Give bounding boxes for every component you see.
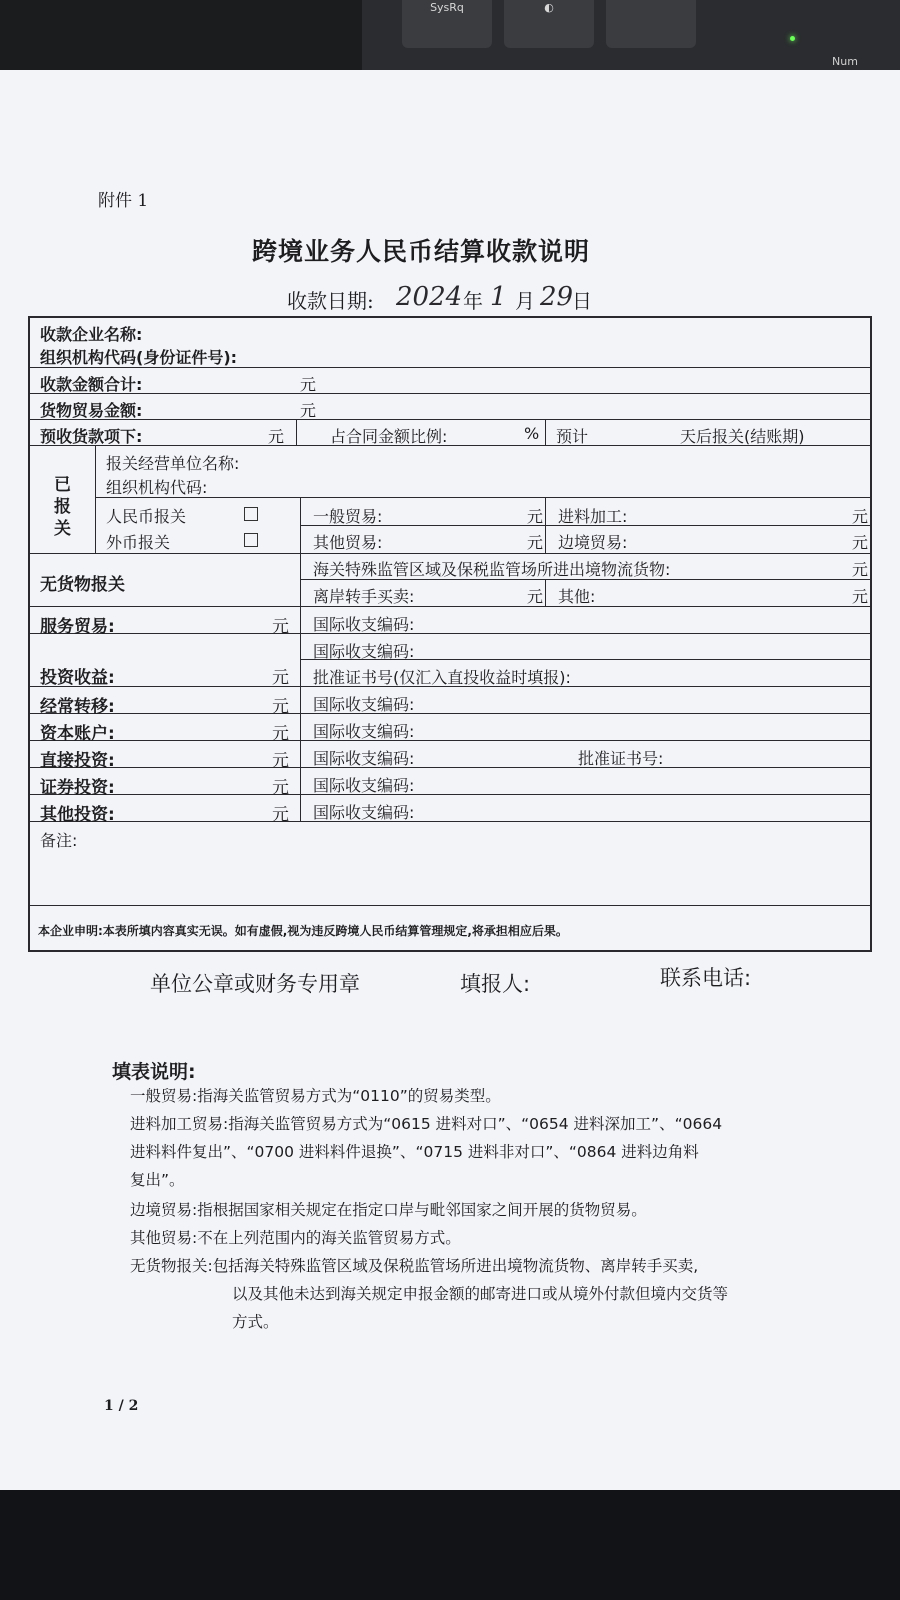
bop-code-label: 国际收支编码:: [313, 615, 415, 634]
org-code-label: 组织机构代码(身份证件号):: [40, 348, 238, 367]
contract-ratio-label: 占合同金额比例:: [330, 427, 448, 446]
service-trade-label: 服务贸易:: [40, 617, 115, 637]
customs-org-code-label: 组织机构代码:: [106, 478, 208, 497]
yuan-unit: 元: [852, 533, 869, 552]
row-rule: [28, 553, 872, 554]
rmb-declare-checkbox[interactable]: [244, 507, 258, 521]
yuan-unit: 元: [272, 751, 289, 771]
no-goods-label: 无货物报关: [40, 575, 125, 595]
phone-label: 联系电话:: [660, 966, 752, 990]
column-rule: [545, 419, 546, 445]
yuan-unit: 元: [527, 507, 544, 526]
instruction-line: 一般贸易:指海关监管贸易方式为“0110”的贸易类型。: [130, 1087, 501, 1105]
column-rule: [296, 419, 297, 445]
row-rule: [28, 905, 872, 906]
yuan-unit: 元: [300, 401, 317, 420]
row-rule: [95, 497, 872, 498]
yuan-unit: 元: [272, 724, 289, 744]
capital-account-label: 资本账户:: [40, 724, 115, 744]
bop-code-label: 国际收支编码:: [313, 695, 415, 714]
instruction-line: 方式。: [232, 1313, 279, 1331]
fx-declare-label: 外币报关: [106, 533, 171, 552]
keyboard-key: [606, 0, 696, 48]
keyboard-background: [362, 0, 900, 70]
total-amount-label: 收款金额合计:: [40, 375, 143, 394]
document-title: 跨境业务人民币结算收款说明: [252, 237, 591, 266]
bop-code-label: 国际收支编码:: [313, 749, 415, 768]
row-rule: [28, 419, 872, 420]
yuan-unit: 元: [272, 668, 289, 688]
yuan-unit: 元: [852, 560, 869, 579]
yuan-unit: 元: [272, 805, 289, 825]
bop-code-label: 国际收支编码:: [313, 642, 415, 661]
desk-shadow: [0, 1490, 900, 1600]
percent-unit: %: [524, 424, 540, 443]
date-day-unit: 日: [572, 289, 592, 313]
keyboard-key: ◐: [504, 0, 594, 48]
other-label: 其他:: [558, 587, 596, 606]
date-day-handwritten: 29: [540, 282, 574, 312]
table-border-top: [28, 316, 872, 318]
date-year-unit: 年: [463, 289, 483, 313]
date-month-handwritten: 1: [490, 282, 507, 312]
bop-code-label: 国际收支编码:: [313, 722, 415, 741]
direct-invest-label: 直接投资:: [40, 751, 115, 771]
row-rule: [28, 633, 872, 634]
keyboard-led-icon: [790, 36, 795, 41]
bop-code-label: 国际收支编码:: [313, 803, 415, 822]
declared-vertical-3: 关: [54, 519, 71, 539]
row-rule: [28, 767, 872, 768]
seal-label: 单位公章或财务专用章: [150, 972, 360, 996]
approval-cert-income-label: 批准证书号(仅汇入直投收益时填报):: [313, 668, 571, 687]
border-trade-label: 边境贸易:: [558, 533, 628, 552]
yuan-unit: 元: [268, 427, 285, 446]
days-after-label: 天后报关(结账期): [680, 427, 805, 446]
goods-amount-label: 货物贸易金额:: [40, 401, 143, 420]
rmb-declare-label: 人民币报关: [106, 507, 187, 526]
yuan-unit: 元: [272, 778, 289, 798]
bop-code-label: 国际收支编码:: [313, 776, 415, 795]
yuan-unit: 元: [527, 533, 544, 552]
yuan-unit: 元: [272, 697, 289, 717]
fx-declare-checkbox[interactable]: [244, 533, 258, 547]
special-zone-label: 海关特殊监管区域及保税监管场所进出境物流货物:: [313, 560, 671, 579]
securities-label: 证券投资:: [40, 778, 115, 798]
num-lock-label: Num: [832, 55, 858, 68]
approval-cert-label: 批准证书号:: [578, 749, 664, 768]
invest-income-label: 投资收益:: [40, 668, 115, 688]
row-rule: [28, 393, 872, 394]
date-year-handwritten: 2024: [396, 282, 463, 312]
table-border-bottom: [28, 950, 872, 952]
instruction-line: 以及其他未达到海关规定申报金额的邮寄进口或从境外付款但境内交货等: [232, 1285, 729, 1303]
expected-label: 预计: [556, 427, 589, 446]
filler-label: 填报人:: [460, 972, 531, 996]
date-label: 收款日期:: [287, 289, 374, 313]
instruction-line: 无货物报关:包括海关特殊监管区域及保税监管场所进出境物流货物、离岸转手买卖,: [130, 1257, 699, 1275]
yuan-unit: 元: [852, 507, 869, 526]
column-rule: [300, 497, 301, 821]
date-month-unit: 月: [515, 289, 535, 313]
instruction-line: 其他贸易:不在上列范围内的海关监管贸易方式。: [130, 1229, 461, 1247]
instruction-line: 进料料件复出”、“0700 进料料件退换”、“0715 进料非对口”、“0864 进料边角料: [130, 1143, 699, 1161]
yuan-unit: 元: [272, 617, 289, 637]
general-trade-label: 一般贸易:: [313, 507, 383, 526]
row-rule: [28, 794, 872, 795]
row-rule: [28, 821, 872, 822]
row-rule: [28, 713, 872, 714]
column-rule: [545, 497, 546, 553]
attachment-label: 附件 1: [98, 191, 149, 211]
other-trade-label: 其他贸易:: [313, 533, 383, 552]
processing-trade-label: 进料加工:: [558, 507, 628, 526]
instruction-line: 边境贸易:指根据国家相关规定在指定口岸与毗邻国家之间开展的货物贸易。: [130, 1201, 647, 1219]
company-name-label: 收款企业名称:: [40, 325, 143, 344]
prepay-label: 预收货款项下:: [40, 427, 143, 446]
page-number: 1 / 2: [104, 1398, 139, 1414]
declaration-text: 本企业申明:本表所填内容真实无误。如有虚假,视为违反跨境人民币结算管理规定,将承担相应后果。: [38, 924, 568, 938]
column-rule: [545, 579, 546, 606]
remarks-label: 备注:: [40, 831, 78, 850]
keyboard-key: [402, 0, 492, 48]
declared-vertical-2: 报: [54, 497, 71, 517]
yuan-unit: 元: [527, 587, 544, 606]
column-rule: [95, 445, 96, 553]
instruction-line: 复出”。: [130, 1171, 185, 1189]
yuan-unit: 元: [300, 375, 317, 394]
declared-vertical-1: 已: [54, 475, 71, 495]
row-rule: [28, 606, 872, 607]
sysrq-key-label: SysRq: [430, 1, 464, 14]
current-transfer-label: 经常转移:: [40, 697, 115, 717]
instructions-heading: 填表说明:: [112, 1061, 196, 1083]
row-rule: [28, 740, 872, 741]
instruction-line: 进料加工贸易:指海关监管贸易方式为“0615 进料对口”、“0654 进料深加工”、“0664: [130, 1115, 723, 1133]
yuan-unit: 元: [852, 587, 869, 606]
offshore-label: 离岸转手买卖:: [313, 587, 415, 606]
customs-unit-label: 报关经营单位名称:: [106, 454, 240, 473]
other-invest-label: 其他投资:: [40, 805, 115, 825]
